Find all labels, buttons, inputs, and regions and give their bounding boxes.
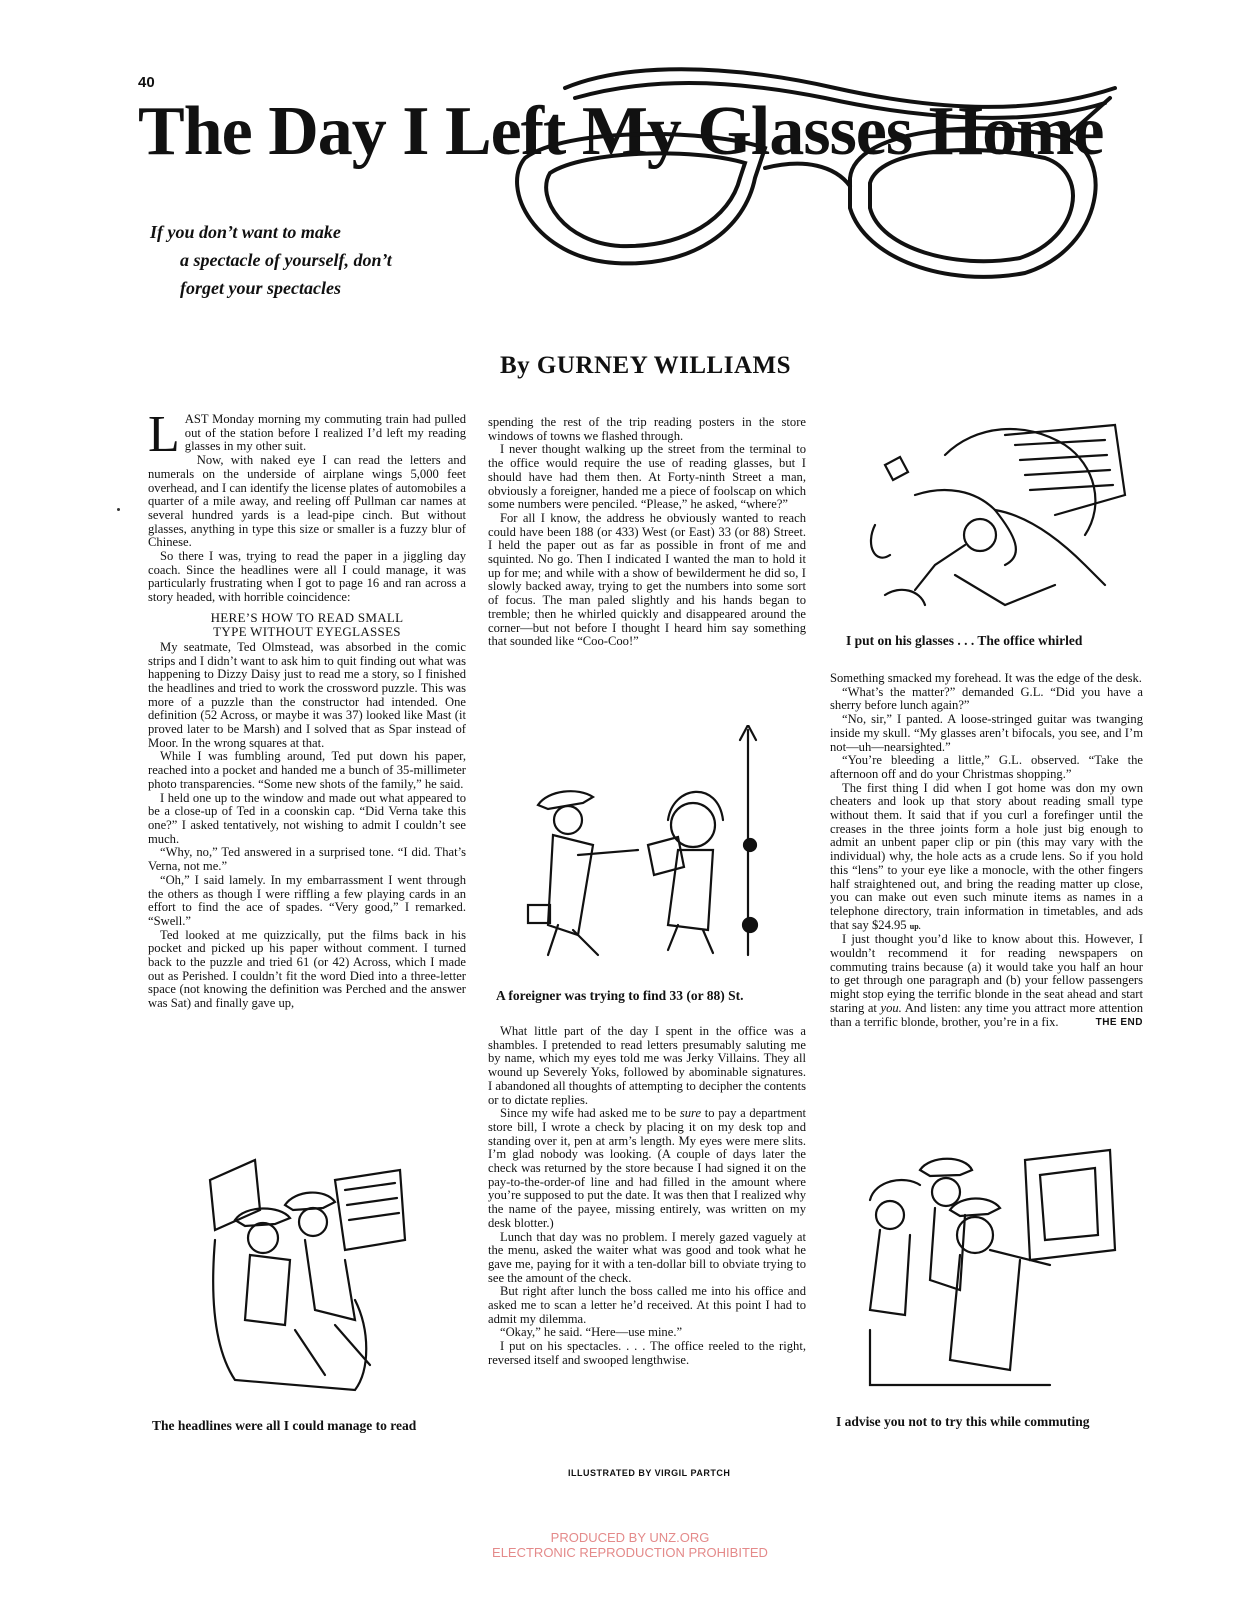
paragraph: “Oh,” I said lamely. In my embarrassment I went through the others as though I were riffling a few playing cards in an effort to find the ace of spades. “Very good,” I remarked. “Swell.” [148, 872, 466, 928]
paragraph: I held one up to the window and made out what appeared to be a close-up of Ted in a coonskin cap. “Did Verna take this one?” I asked tentatively, not wishing to admit I couldn’t see much. [148, 790, 466, 846]
paragraph: My seatmate, Ted Olmstead, was absorbed in the comic strips and I didn’t want to ask him to quit finding out what was happening to Dizzy Daisy just to read me a story, so I finished the headlines and tried to work the crossword puzzle. This was more of a puzzle than the constructor had intended. One definition (52 Across, or maybe it was 37) looked like Mast (it proved later to be Marsh) and I solved that as Spar instead of Moor. In the wrong squares at that. [148, 639, 466, 750]
paragraph: But right after lunch the boss called me into his office and asked me to scan a letter he’d received. At this point I had to admit my dilemma. [488, 1284, 806, 1326]
caption-office: I put on his glasses . . . The office whirled [846, 633, 1083, 648]
caption-train: The headlines were all I could manage to read [152, 1418, 417, 1433]
article-title: The Day I Left My Glasses Home [138, 93, 1104, 170]
paragraph: “Why, no,” Ted answered in a surprised tone. “I did. That’s Verna, not me.” [148, 845, 466, 874]
paragraph: I never thought walking up the street from the terminal to the office would require the use of reading glasses, but I should have had them then. At Forty-ninth Street a man, obviously a foreigner, handed me a piece of foolscap on which some numbers were penciled. “Please,” he asked, “where?” [488, 442, 806, 512]
story-subhead: HERE’S HOW TO READ SMALL TYPE WITHOUT EYEGLASSES [210, 609, 404, 639]
caption-commuting: I advise you not to try this while commuting [836, 1414, 1090, 1429]
paragraph: The first thing I did when I got home was don my own cheaters and look up that story about reading small type without them. It said that if you curl a forefinger until the creases in the three joints form a hole just big enough to admit an unbent paper clip or pin (this may vary with the individual) why, the hole acts as a crude lens. So if you hold this “lens” to your eye like a monocle, with the other fingers half straightened out, and bring the reading matter up close, you can make out even such minute items as names in a telephone directory, train information in timetables, and ads that say $24.95 up. [830, 780, 1143, 932]
paragraph: Ted looked at me quizzically, put the films back in his pocket and picked up his paper without comment. I turned back to the puzzle and tried 61 (or 42) Across, which I made out as Perished. I couldn’t fit the word Died into a three-letter space (not knowing the definition was Perched and the answer was Sat) and finally gave up, [148, 927, 466, 1011]
print-speck [117, 508, 120, 511]
paragraph: “Okay,” he said. “Here—use mine.” [500, 1325, 683, 1340]
paragraph: “No, sir,” I panted. A loose-stringed guitar was twanging inside my skull. “My glasses aren’t bifocals, you see, and I’m not—uh—nearsighted.” [830, 712, 1143, 754]
paragraph: I put on his spectacles. . . . The office reeled to the right, reversed itself and swooped lengthwise. [488, 1339, 806, 1367]
office-whirl-illustration [855, 415, 1145, 625]
paragraph: While I was fumbling around, Ted put down his paper, reached into a pocket and handed me a bunch of 35-millimeter photo transparencies. “Some new shots of the family,” he said. [148, 749, 466, 791]
paragraph: What little part of the day I spent in the office was a shambles. I pretended to read letters presumably saluting me by name, which my eyes told me was Jerky Villains. They all wound up Severely Yoks, followed by abominable signatures. I abandoned all thoughts of attempting to decipher the contents or to dictate replies. [488, 1024, 806, 1107]
paragraph: I just thought you’d like to know about this. However, I wouldn’t recommend it for reading newspapers on commuting trains because (a) it would take you half an hour to get through one paragraph and (b) your fellow passengers might stop eying the terrific blonde in the seat ahead and start staring at you. And listen: any time you attract more attention than a terrific blonde, brother, you’re in a fix. THE END [830, 932, 1143, 1029]
the-end-mark: THE END [1095, 1016, 1143, 1028]
watermark: PRODUCED BY UNZ.ORG ELECTRONIC REPRODUCTION PROHIBITED [492, 1530, 768, 1560]
column-3 [830, 672, 1143, 1029]
byline: By GURNEY WILLIAMS [500, 352, 791, 379]
foreigner-illustration [518, 725, 808, 965]
article-subtitle: If you don’t want to make a spectacle of yourself, don’t forget your spectacles [150, 222, 392, 298]
paragraph: Since my wife had asked me to be sure to pay a department store bill, I wrote a check by placing it on my desk top and standing over it, pen at arm’s length. My eyes were mere slits. I’m glad nobody was looking. (A couple of days later the check was returned by the store because I had signed it on the pay-to-the-order-of line and had filled in the amount where you’re supposed to put the date. It was then that I realized why the name of the payee, missing entirely, was written on my desk blotter.) [488, 1106, 807, 1230]
column-2-bottom [488, 1025, 806, 1368]
paragraph: spending the rest of the trip reading posters in the store windows of towns we flashed through. [488, 415, 806, 443]
paragraph: “You’re bleeding a little,” G.L. observed. “Take the afternoon off and do your Christmas shopping.” [830, 753, 1143, 781]
caption-foreigner: A foreigner was trying to find 33 (or 88) St. [496, 988, 744, 1003]
paragraph: So there I was, trying to read the paper in a jiggling day coach. Since the headlines were all I could manage, it was particularly frustrating when I got to page 16 and ran across a story headed, with horrible coincidence: [148, 549, 466, 605]
glasses-illustration [505, 58, 1125, 288]
paragraph: “What’s the matter?” demanded G.L. “Did you have a sherry before lunch again?” [830, 684, 1143, 713]
drop-cap: L [148, 406, 180, 463]
commuting-illustration [850, 1140, 1135, 1390]
paragraph: Lunch that day was no problem. I merely gazed vaguely at the menu, asked the waiter what was good and took what he gave me, paying for it with a ten-dollar bill to obviate trying to see the amount of the check. [488, 1229, 806, 1285]
column-1 [148, 406, 466, 1011]
paragraph: LAST Monday morning my commuting train had pulled out of the station before I realized I’d left my reading glasses in my other suit. [148, 406, 466, 463]
column-2-top [488, 416, 806, 649]
page-number: 40 [138, 74, 155, 91]
paragraph: Something smacked my forehead. It was the edge of the desk. [830, 671, 1142, 685]
illustration-credit: ILLUSTRATED BY VIRGIL PARTCH [568, 1468, 731, 1478]
paragraph: For all I know, the address he obviously wanted to reach could have been 188 (or 433) West (or East) 33 (or 88) Street. I held the paper out as far as possible in front of me and squinted. No go. Then I indicated I wanted the man to hold it up for me; and while with a show of bewilderment he did so, I slowly backed away, trying to get the numbers into some sort of focus. The man paled slightly and his hands began to tremble; then he whirled quickly and disappeared around the corner—but not before I thought I heard him say something that sounded like “Coo-Coo!” [488, 510, 806, 649]
train-seat-illustration [195, 1150, 460, 1395]
paragraph: Now, with naked eye I can read the letters and numerals on the underside of airplane wings 5,000 feet overhead, and I can identify the license plates of automobiles a quarter of a mile away, and reeling off Pullman car names at several hundred yards is a lead-pipe cinch. But without glasses, anything in type this size or smaller is a fuzzy blur of Chinese. [148, 453, 466, 550]
